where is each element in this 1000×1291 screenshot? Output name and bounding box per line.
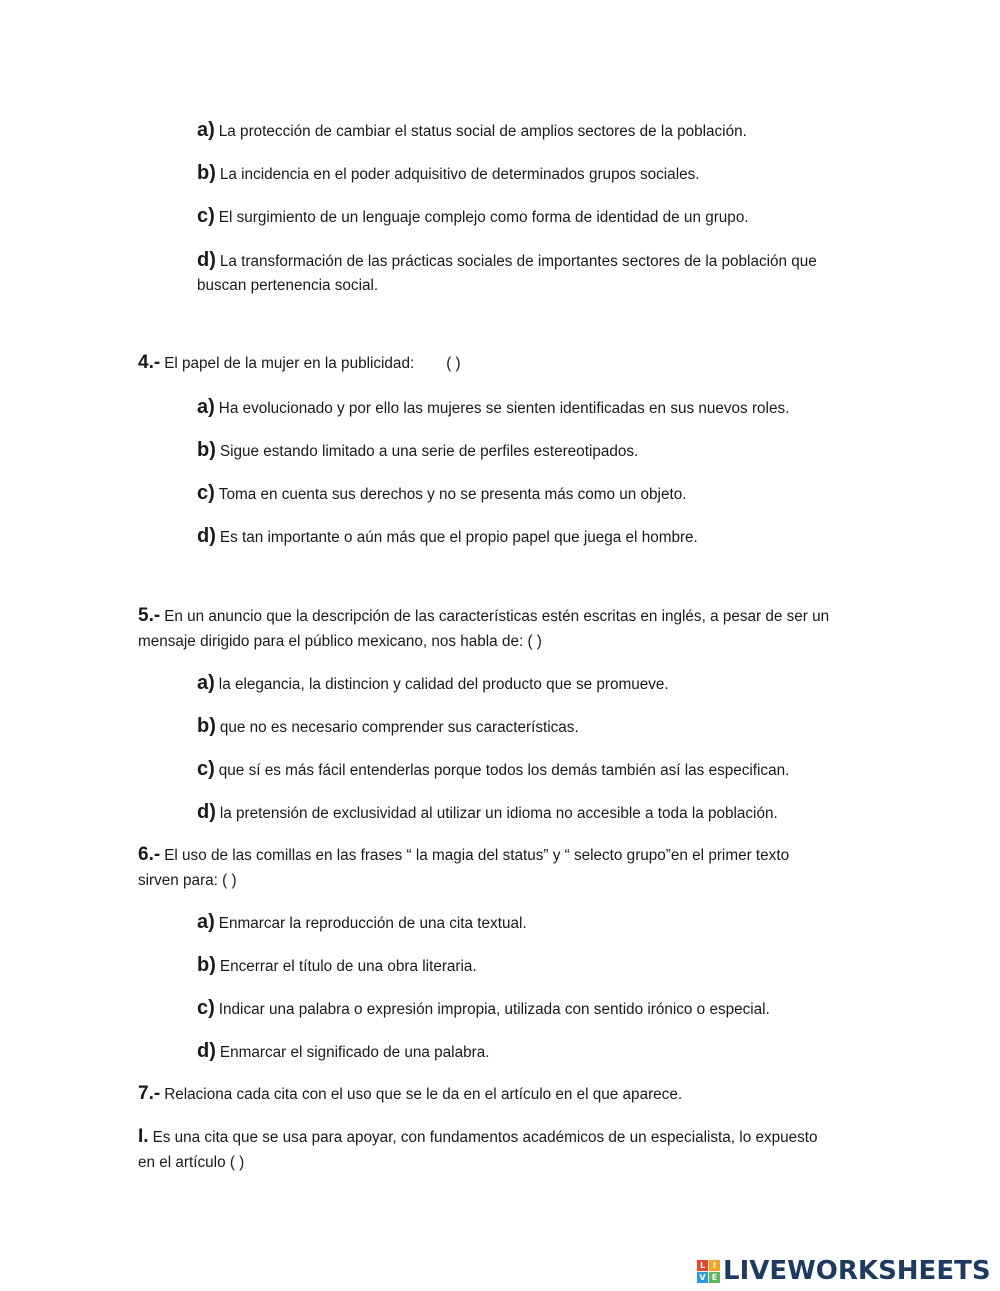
question-6 (138, 842, 789, 869)
option-text: Enmarcar la reproducción de una cita textual. (218, 915, 527, 932)
item-1-continuation: en el artículo ( ) (138, 1154, 245, 1171)
logo-blocks-icon: L I V E (697, 1260, 720, 1283)
question-number: 5.- (138, 605, 161, 626)
option-letter: a) (197, 396, 215, 418)
question-6-continuation: sirven para: ( ) (138, 872, 237, 889)
q4-option-a (197, 394, 789, 422)
option-letter: d) (197, 249, 216, 271)
option-text: La incidencia en el poder adquisitivo de determinados grupos sociales. (219, 166, 700, 183)
option-letter: c) (197, 205, 215, 227)
option-letter: a) (197, 119, 215, 141)
option-letter: d) (197, 525, 216, 547)
option-letter: c) (197, 758, 215, 780)
q4-option-c (197, 480, 686, 508)
question-text: En un anuncio que la descripción de las características estén escritas en inglés, a pesar de ser un (164, 608, 830, 625)
item-text: Es una cita que se usa para apoyar, con fundamentos académicos de un especialista, lo expuesto (152, 1129, 818, 1146)
q4-option-d (197, 523, 698, 551)
q6-option-c (197, 995, 770, 1023)
option-letter: c) (197, 997, 215, 1019)
q3-option-d-continuation: buscan pertenencia social. (197, 277, 379, 294)
option-text: El surgimiento de un lenguaje complejo como forma de identidad de un grupo. (218, 209, 749, 226)
option-text: la pretensión de exclusividad al utilizar un idioma no accesible a toda la población. (219, 805, 778, 822)
q5-option-d (197, 799, 778, 827)
q5-option-b (197, 713, 579, 741)
q3-option-b (197, 160, 700, 188)
option-letter: b) (197, 439, 216, 461)
question-5-continuation: mensaje dirigido para el público mexicano, nos habla de: ( ) (138, 633, 542, 650)
option-text: Encerrar el título de una obra literaria. (219, 958, 477, 975)
question-text: El uso de las comillas en las frases “ la magia del status” y “ selecto grupo”en el primer texto (164, 847, 790, 864)
question-7 (138, 1081, 682, 1108)
option-text: Indicar una palabra o expresión impropia, utilizada con sentido irónico o especial. (218, 1001, 770, 1018)
logo-text: LIVEWORKSHEETS (723, 1256, 991, 1286)
q6-option-b (197, 952, 477, 980)
question-number: 4.- (138, 352, 161, 373)
question-number: 6.- (138, 844, 161, 865)
q6-option-a (197, 909, 527, 937)
question-number: 7.- (138, 1083, 161, 1104)
item-1 (138, 1124, 818, 1151)
q3-option-d (197, 247, 817, 275)
q4-option-b (197, 437, 638, 465)
option-letter: b) (197, 954, 216, 976)
option-letter: c) (197, 482, 215, 504)
option-text: Enmarcar el significado de una palabra. (219, 1044, 490, 1061)
answer-blank[interactable]: ( ) (446, 355, 461, 372)
q3-option-a (197, 117, 747, 145)
option-letter: a) (197, 672, 215, 694)
option-text: Es tan importante o aún más que el propio papel que juega el hombre. (219, 529, 698, 546)
question-4 (138, 350, 461, 377)
option-text: que no es necesario comprender sus características. (219, 719, 579, 736)
q5-option-a (197, 670, 669, 698)
option-letter: b) (197, 715, 216, 737)
option-text: Ha evolucionado y por ello las mujeres se sienten identificadas en sus nuevos roles. (218, 400, 790, 417)
question-5 (138, 603, 829, 630)
option-text: Toma en cuenta sus derechos y no se presenta más como un objeto. (218, 486, 687, 503)
question-text: El papel de la mujer en la publicidad: (164, 355, 415, 372)
option-letter: d) (197, 1040, 216, 1062)
question-text: Relaciona cada cita con el uso que se le da en el artículo en el que aparece. (164, 1086, 683, 1103)
option-text: La transformación de las prácticas sociales de importantes sectores de la población que (219, 253, 817, 270)
option-letter: d) (197, 801, 216, 823)
option-text: la elegancia, la distincion y calidad del producto que se promueve. (218, 676, 669, 693)
option-letter: b) (197, 162, 216, 184)
q3-option-c (197, 203, 749, 231)
liveworksheets-logo (697, 1255, 991, 1287)
option-letter: a) (197, 911, 215, 933)
q5-option-c (197, 756, 789, 784)
option-text: Sigue estando limitado a una serie de perfiles estereotipados. (219, 443, 639, 460)
q6-option-d (197, 1038, 489, 1066)
option-text: que sí es más fácil entenderlas porque todos los demás también así las especifican. (218, 762, 790, 779)
option-text: La protección de cambiar el status social de amplios sectores de la población. (218, 123, 747, 140)
item-number: I. (138, 1126, 149, 1147)
